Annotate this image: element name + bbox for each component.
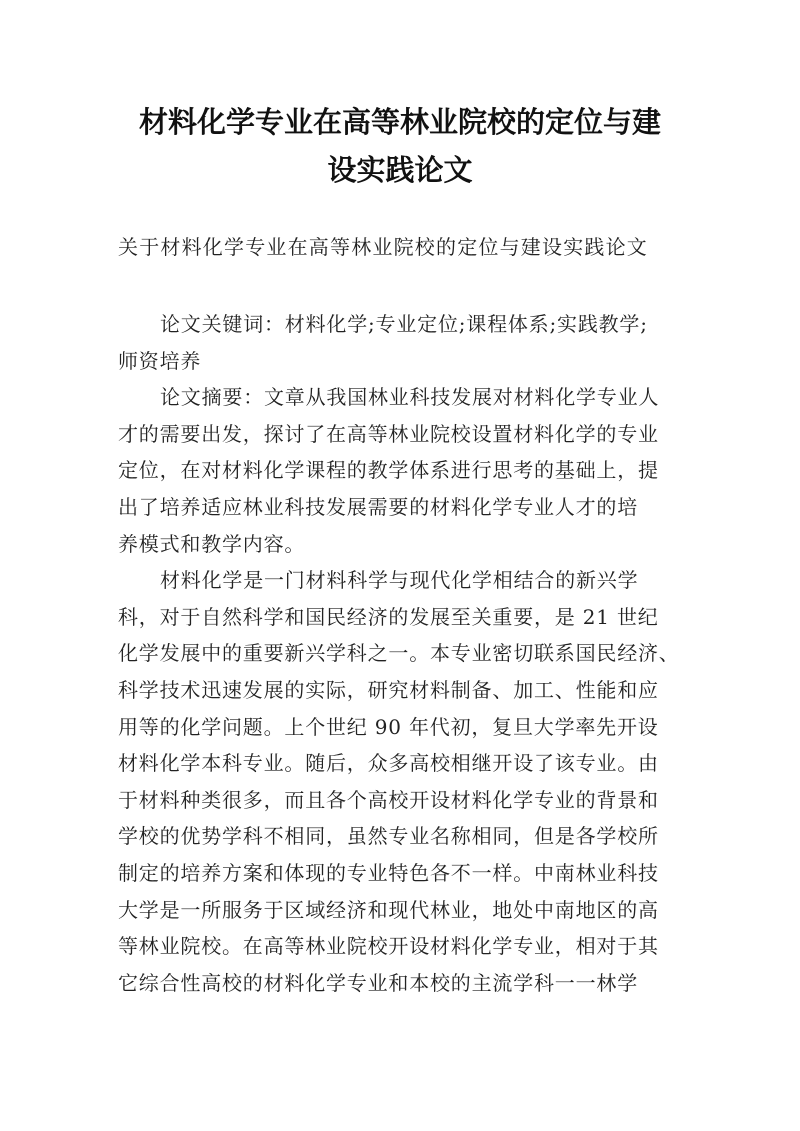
body-line: 用等的化学问题。上个世纪 90 年代初，复旦大学率先开设 bbox=[118, 714, 659, 739]
abstract-paragraph bbox=[118, 379, 696, 562]
abstract-line: 出了培养适应林业科技发展需要的材料化学专业人才的培 bbox=[118, 494, 638, 519]
document-body bbox=[118, 306, 696, 1001]
abstract-line: 定位，在对材料化学课程的教学体系进行思考的基础上，提 bbox=[118, 458, 659, 483]
keywords-line: 师资培养 bbox=[118, 348, 202, 373]
body-line: 等林业院校。在高等林业院校开设材料化学专业，相对于其 bbox=[118, 934, 659, 959]
body-line: 材料化学是一门材料科学与现代化学相结合的新兴学 bbox=[160, 568, 639, 593]
body-line: 于材料种类很多，而且各个高校开设材料化学专业的背景和 bbox=[118, 787, 659, 812]
keywords-line: 论文关键词：材料化学;专业定位;课程体系;实践教学; bbox=[160, 312, 648, 336]
body-line: 科学技术迅速发展的实际，研究材料制备、加工、性能和应 bbox=[118, 677, 659, 702]
document-subtitle: 关于材料化学专业在高等林业院校的定位与建设实践论文 bbox=[118, 235, 648, 259]
body-line: 它综合性高校的材料化学专业和本校的主流学科一一林学 bbox=[118, 970, 638, 995]
body-line: 学校的优势学科不相同，虽然专业名称相同，但是各学校所 bbox=[118, 824, 659, 849]
title-line-1: 材料化学专业在高等林业院校的定位与建 bbox=[138, 105, 661, 139]
body-line: 大学是一所服务于区域经济和现代林业，地处中南地区的高 bbox=[118, 897, 659, 922]
body-line: 化学发展中的重要新兴学科之一。本专业密切联系国民经济、 bbox=[118, 641, 680, 666]
body-line: 制定的培养方案和体现的专业特色各不一样。中南林业科技 bbox=[118, 860, 659, 885]
abstract-line: 论文摘要：文章从我国林业科技发展对材料化学专业人 bbox=[160, 385, 660, 410]
abstract-line: 养模式和教学内容。 bbox=[118, 531, 306, 556]
body-line: 科，对于自然科学和国民经济的发展至关重要，是 21 世纪 bbox=[118, 604, 659, 629]
document-title bbox=[100, 98, 700, 194]
keywords-paragraph bbox=[118, 306, 696, 379]
body-line: 材料化学本科专业。随后，众多高校相继开设了该专业。由 bbox=[118, 751, 659, 776]
body-paragraph bbox=[118, 562, 696, 1001]
abstract-line: 才的需要出发，探讨了在高等林业院校设置材料化学的专业 bbox=[118, 421, 659, 446]
title-line-2: 设实践论文 bbox=[327, 153, 473, 187]
